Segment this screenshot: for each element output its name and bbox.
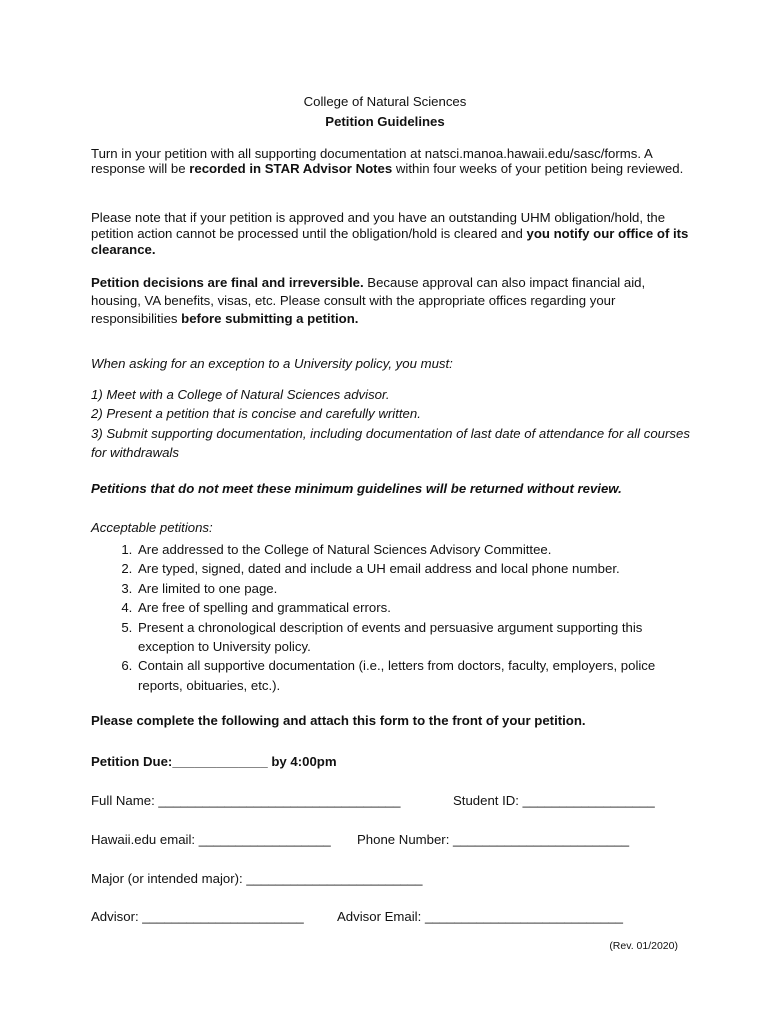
form-instruction: Please complete the following and attach this form to the front of your petition. xyxy=(91,713,586,728)
decisions-emphasis-end: before submitting a petition. xyxy=(181,311,359,326)
major-field[interactable]: Major (or intended major): ________________________ xyxy=(91,871,423,886)
decisions-paragraph xyxy=(91,274,691,328)
list-item: 2. Are typed, signed, dated and include a UH email address and local phone number. xyxy=(136,559,691,578)
advisor-field[interactable]: Advisor: ______________________ xyxy=(91,909,304,924)
exception-steps xyxy=(91,385,691,463)
submission-text-end: within four weeks of your petition being reviewed. xyxy=(392,160,684,176)
submission-emphasis: recorded in STAR Advisor Notes xyxy=(189,160,393,176)
acceptable-heading: Acceptable petitions: xyxy=(91,520,213,535)
advisor-email-field[interactable]: Advisor Email: ___________________________ xyxy=(337,909,623,924)
exception-intro: When asking for an exception to a University policy, you must: xyxy=(91,356,453,371)
list-item: 6. Contain all supportive documentation (i.e., letters from doctors, faculty, employers, police reports, obituaries, etc.). xyxy=(136,656,691,695)
decisions-emphasis: Petition decisions are final and irreversible. xyxy=(91,275,364,290)
decisions-text: Because approval can also impact financial aid, housing, VA benefits, visas, etc. Please consult with the appropriate offices regarding your responsibilities xyxy=(91,275,646,326)
obligation-paragraph xyxy=(91,210,691,258)
phone-field[interactable]: Phone Number: ________________________ xyxy=(357,832,630,847)
obligation-text: Please note that if your petition is approved and you have an outstanding UHM obligation/hold, the petition action cannot be processed until the obligation/hold is cleared and xyxy=(91,210,666,241)
exception-step: 3) Submit supporting documentation, including documentation of last date of attendance for all courses for withdrawals xyxy=(91,425,690,461)
obligation-emphasis: you notify our office of its clearance. xyxy=(91,226,689,257)
petition-due-field[interactable]: Petition Due:_____________ by 4:00pm xyxy=(91,754,337,769)
list-item: 4. Are free of spelling and grammatical errors. xyxy=(136,598,691,617)
submission-text: Turn in your petition with all supporting documentation at natsci.manoa.hawaii.edu/sasc/forms. A response will be xyxy=(91,146,653,176)
warning-text: Petitions that do not meet these minimum guidelines will be returned without review. xyxy=(91,481,622,496)
submission-paragraph xyxy=(91,147,691,176)
email-field[interactable]: Hawaii.edu email: __________________ xyxy=(91,832,331,847)
exception-step: 1) Meet with a College of Natural Sciences advisor. xyxy=(91,387,390,402)
college-name: College of Natural Sciences xyxy=(303,94,467,109)
student-id-field[interactable]: Student ID: __________________ xyxy=(453,793,655,808)
page-title: Petition Guidelines xyxy=(325,114,445,129)
full-name-field[interactable]: Full Name: _________________________________ xyxy=(91,793,401,808)
list-item: 3. Are limited to one page. xyxy=(136,579,691,598)
list-item: 1. Are addressed to the College of Natural Sciences Advisory Committee. xyxy=(136,540,691,559)
revision-date: (Rev. 01/2020) xyxy=(609,940,678,952)
exception-step: 2) Present a petition that is concise and carefully written. xyxy=(91,406,421,422)
list-item: 5. Present a chronological description of events and persuasive argument supporting this exception to University policy. xyxy=(136,618,691,657)
acceptable-list xyxy=(91,540,691,695)
